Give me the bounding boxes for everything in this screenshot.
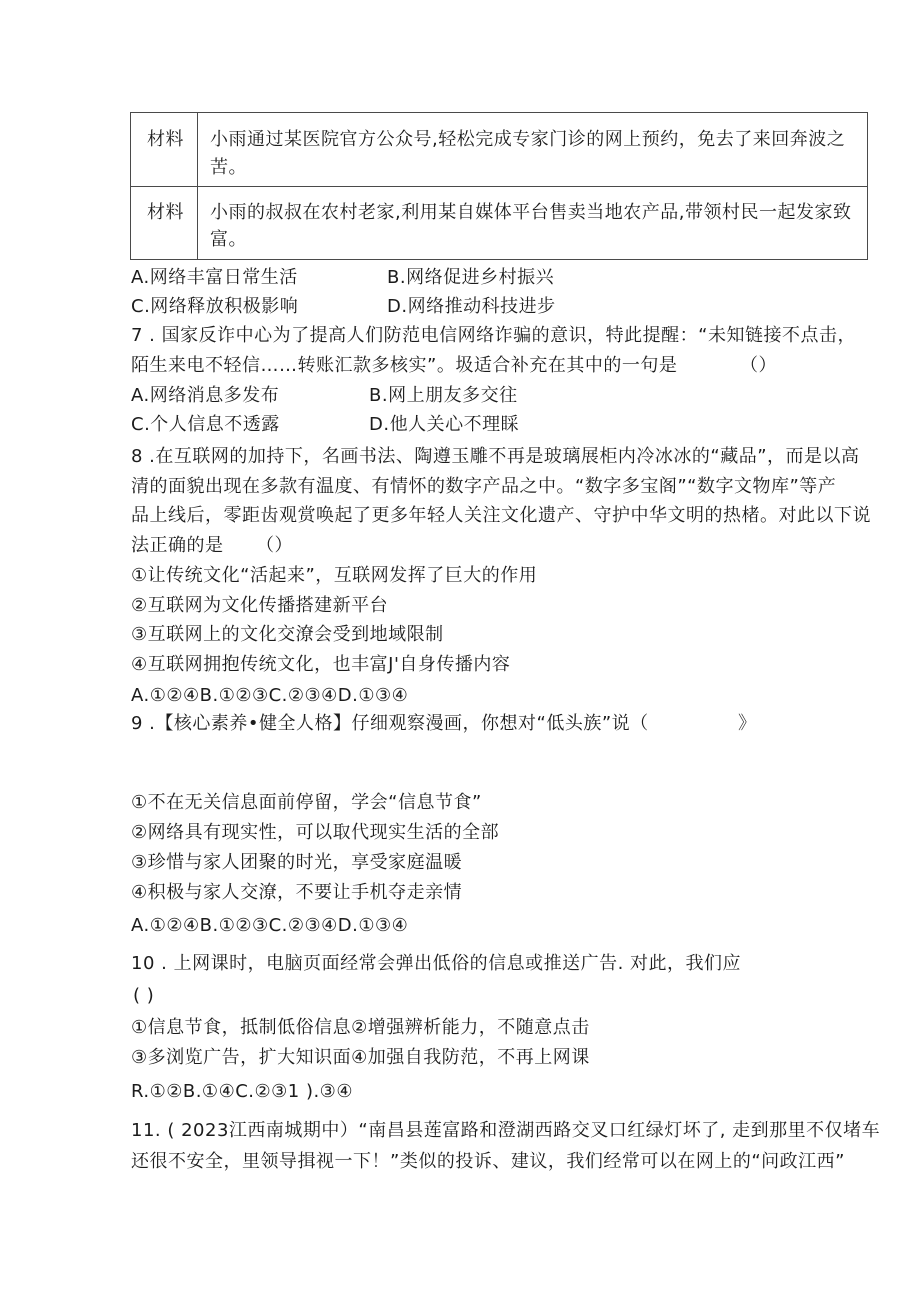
table-row-divider: [131, 186, 867, 187]
q8-stem-line: 法正确的是: [131, 535, 224, 556]
q7-answer-bracket: （）: [740, 355, 777, 376]
q9-statement: ①不在无关信息面前停留，学会“信息节食”: [131, 792, 482, 813]
q9-answer-choices: A.①②④B.①②③C.②③④D.①③④: [131, 915, 409, 936]
q9-statement: ④积极与家人交潦，不要让手机夺走亲情: [131, 882, 463, 903]
q9-stem-line: 9 .【核心素养•健全人格】仔细观察漫画，你想对“低头族”说（: [131, 713, 649, 734]
q7-option-a: A.网络消息多发布: [131, 385, 280, 406]
q8-stem-line: 8 .在互联网的加持下，名画书法、陶遵玉雕不再是玻璃展柜内冷冰冰的“藏品”，而是以高: [131, 446, 860, 467]
q9-statement: ②网络具有现实性，可以取代现实生活的全部: [131, 822, 500, 843]
q6-option-c: C.网络释放积极影响: [131, 296, 299, 317]
table-row-text-line: 富。: [210, 229, 247, 250]
table-row-label: 材料: [147, 202, 184, 223]
q6-option-d: D.网络推动科技进步: [387, 296, 556, 317]
q8-answer-bracket: （）: [256, 535, 293, 556]
q11-stem-line: 11. ( 2023江西南城期中）“南昌县莲富路和澄湖西路交叉口红绿灯坏了, 走到那里不仅堵车: [131, 1120, 881, 1141]
q8-statement: ②互联网为文化传播搭建新平台: [131, 595, 389, 616]
q10-answer-choices: R.①②B.①④C.②③1 ).③④: [131, 1081, 353, 1102]
q8-statement: ③互联网上的文化交潦会受到地域限制: [131, 624, 444, 645]
q11-stem-line: 还很不安全，里领导揖视一下！”类似的投诉、建议，我们经常可以在网上的“问政江西”: [131, 1151, 845, 1172]
q8-statement: ④互联网拥抱传统文化，也丰富J'自身传播内容: [131, 654, 511, 675]
q7-stem-line: 7 . 国家反诈中心为了提高人们防范电信网络诈骗的意识，特此提醒：“未知链接不点击，: [131, 325, 856, 346]
q8-statement: ①让传统文化“活起来”，互联网发挥了巨大的作用: [131, 565, 538, 586]
q7-stem-line: 陌生来电不轻信……转账汇款多核实”。圾适合补充在其中的一句是: [131, 355, 678, 376]
q8-stem-line: 品上线后，零距齿观赏唤起了更多年轻人关注文化遗产、守护中华文明的热楮。对此以下说: [131, 505, 871, 526]
q8-answer-choices: A.①②④B.①②③C.②③④D.①③④: [131, 685, 409, 706]
table-row-text-line: 小雨的叔叔在农村老家,利用某自媒体平台售卖当地农产品,带领村民一起发家致: [210, 202, 852, 223]
q7-option-c: C.个人信息不透露: [131, 414, 280, 435]
table-row-text-line: 苦。: [210, 157, 247, 178]
q7-option-b: B.网上朋友多交往: [369, 385, 518, 406]
table-column-divider: [197, 113, 198, 259]
q6-option-b: B.网络促进乡村振兴: [387, 267, 555, 288]
q10-answer-bracket: ( ): [133, 985, 155, 1006]
q10-statement: ③多浏览广告，扩大知识面④加强自我防范，不再上网课: [131, 1047, 590, 1068]
table-row-label: 材料: [147, 129, 184, 150]
q10-stem-line: 10 . 上网课时，电脑页面经常会弹出低俗的信息或推送广告. 对此，我们应: [131, 953, 742, 974]
q9-statement: ③珍惜与家人团聚的时光，享受家庭温暖: [131, 852, 463, 873]
q7-option-d: D.他人关心不理睬: [369, 414, 520, 435]
q9-answer-bracket: 》: [738, 713, 757, 734]
q6-option-a: A.网络丰富日常生活: [131, 267, 298, 288]
q8-stem-line: 清的面貌出现在多款有温度、有情怀的数字产品之中。“数字多宝阁”“数字文物库”等产: [131, 476, 837, 497]
q10-statement: ①信息节食，抵制低俗信息②增强辨析能力，不随意点击: [131, 1017, 590, 1038]
table-row-text-line: 小雨通过某医院官方公众号,轻松完成专家门诊的网上预约，免去了来回奔波之: [210, 129, 846, 150]
